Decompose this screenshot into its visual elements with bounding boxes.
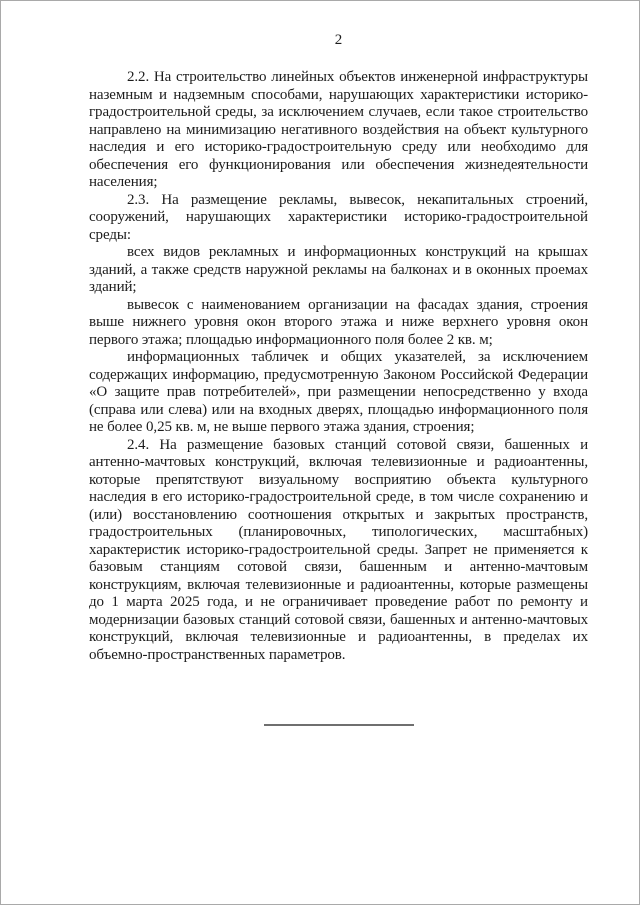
document-body: [89, 69, 588, 664]
paragraph-2-3: 2.3. На размещение рекламы, вывесок, некапитальных строений, сооружений, нарушающих характеристики историко-градостроительной среды:: [89, 191, 588, 243]
paragraph-2-3-sub-2: вывесок с наименованием организации на фасадах здания, строения выше нижнего уровня окон второго этажа и ниже верхнего уровня окон первого этажа; площадью информационного поля более 2 кв. м;: [89, 296, 588, 348]
paragraph-2-3-sub-3: информационных табличек и общих указателей, за исключением содержащих информацию, предусмотренную Законом Российской Федерации «О защите прав потребителей», при размещении непосредственно у входа (справа или слева) или на входных дверях, площадью информационного поля не более 0,25 кв. м, не выше первого этажа здания, строения;: [89, 349, 588, 435]
page-content: [1, 1, 639, 726]
paragraph-2-2: 2.2. На строительство линейных объектов инженерной инфраструктуры наземным и надземным способами, нарушающих характеристики историко-градостроительной среды, за исключением случаев, если такое строительство направлено на минимизацию негативного воздействия на объект культурного наследия и его историко-градостроительную среду или необходимо для обеспечения его функционирования или обеспечения жизнедеятельности населения;: [89, 69, 588, 190]
paragraph-2-4: 2.4. На размещение базовых станций сотовой связи, башенных и антенно-мачтовых конструкций, включая телевизионные и радиоантенны, которые препятствуют визуальному восприятию объекта культурного наследия в его историко-градостроительной среде, в том числе сохранению и (или) восстановлению соотношения открытых и закрытых пространств, градостроительных (планировочных, типологических, масштабных) характеристик историко-градостроительной среды. Запрет не применяется к базовым станциям сотовой связи, башенным и антенно-мачтовым конструкциям, включая телевизионные и радиоантенны, которые размещены до 1 марта 2025 года, и не ограничивает проведение работ по ремонту и модернизации базовых станций сотовой связи, башенных и антенно-мачтовых конструкций, включая телевизионные и радиоантенны, в пределах их объемно-пространственных параметров.: [89, 436, 588, 663]
footnote-separator-line: [264, 724, 414, 726]
page-number: 2: [334, 32, 343, 48]
paragraph-2-3-sub-1: всех видов рекламных и информационных конструкций на крышах зданий, а также средств наружной рекламы на балконах и в оконных проемах зданий;: [89, 244, 588, 295]
